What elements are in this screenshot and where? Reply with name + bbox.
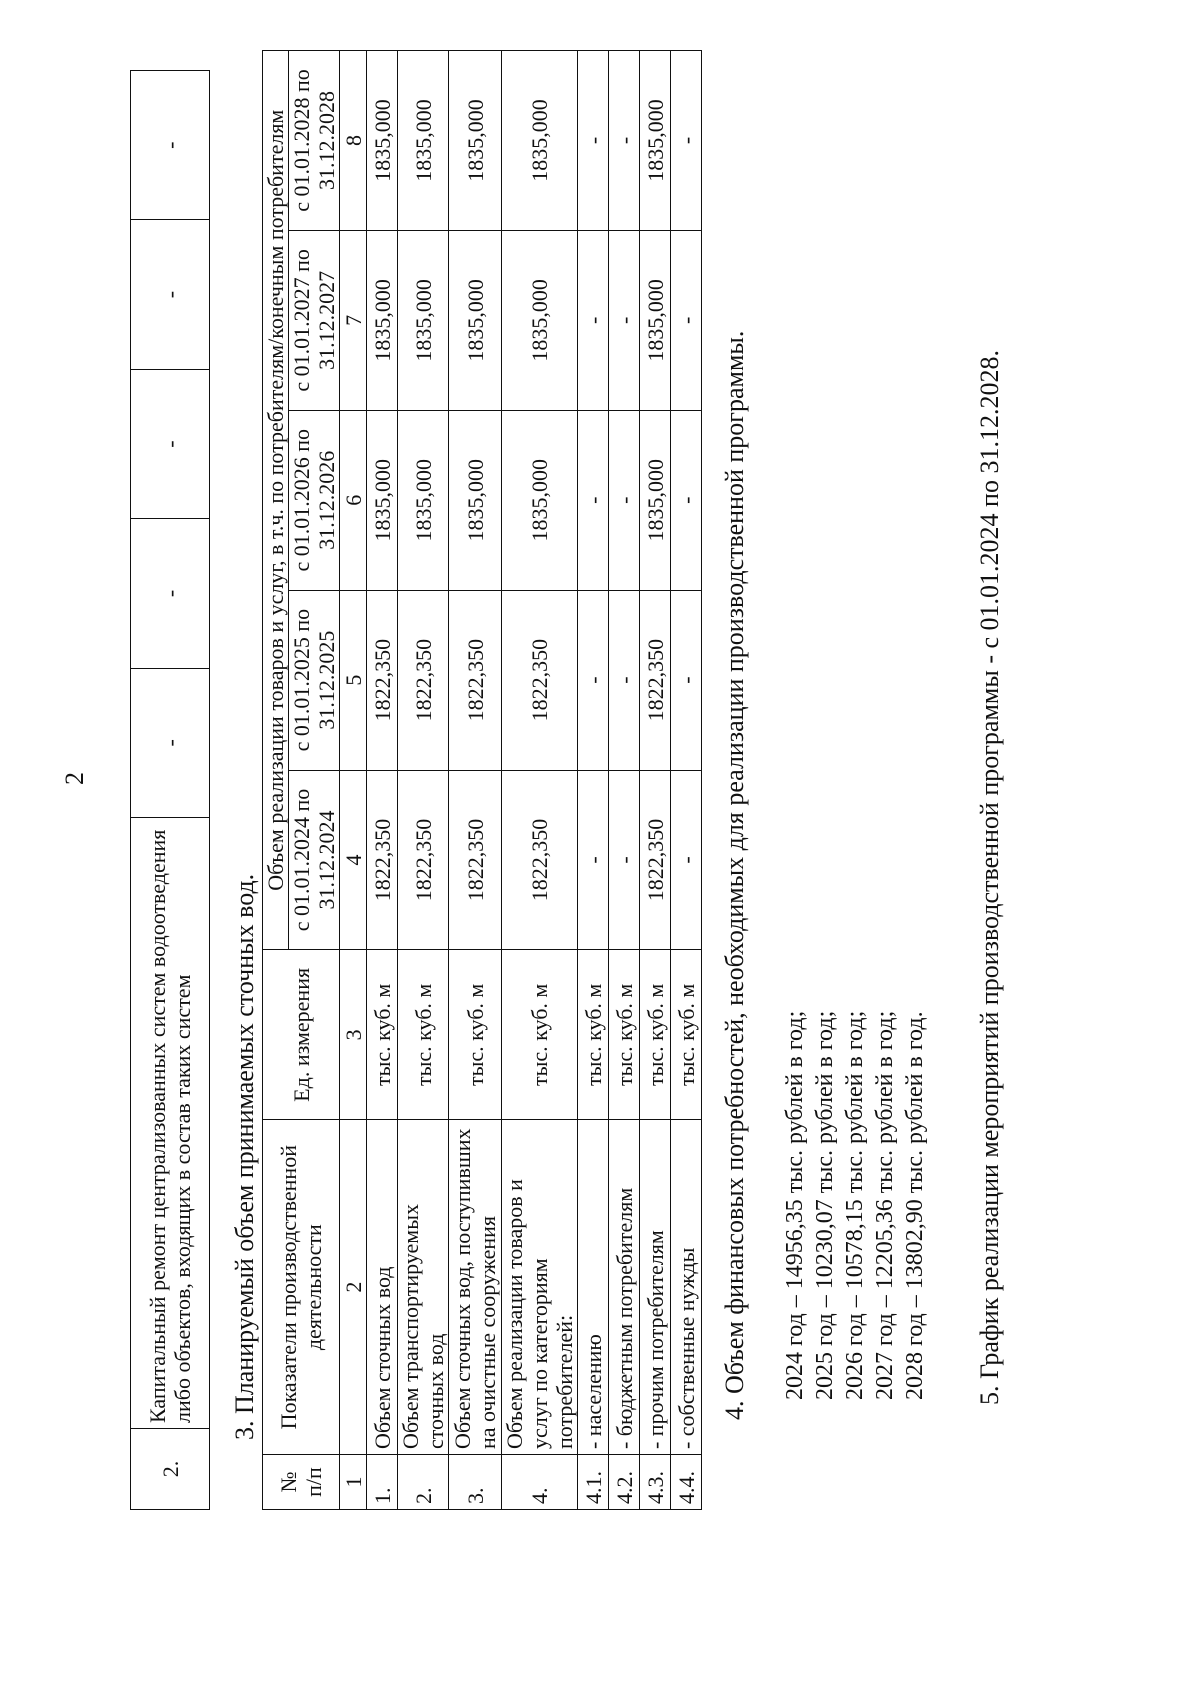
column-number: 3 [340, 950, 367, 1120]
cell-value: - [131, 519, 210, 668]
row-value: 1835,000 [502, 51, 578, 231]
column-number: 4 [340, 770, 367, 950]
row-name: Объем реализации товаров и услуг по категориям потребителей: [502, 1120, 578, 1455]
row-value: - [609, 770, 640, 950]
column-number: 7 [340, 230, 367, 410]
row-name: - населению [578, 1120, 609, 1455]
table-row [609, 51, 640, 1510]
section-4-title: 4. Объем финансовых потребностей, необходимых для реализации производственной программы. [720, 330, 749, 1420]
row-value: 1822,350 [367, 770, 398, 950]
row-value: - [609, 230, 640, 410]
row-name: Объем сточных вод [367, 1120, 398, 1455]
table-row [367, 51, 398, 1510]
row-value: 1835,000 [398, 410, 449, 590]
financial-needs-list [780, 1011, 930, 1400]
header-indicator: Показатели производственной деятельности [263, 1120, 340, 1455]
header-unit: Ед. измерения [263, 950, 340, 1120]
row-unit: тыс. куб. м [671, 950, 702, 1120]
row-unit: тыс. куб. м [502, 950, 578, 1120]
table-row [578, 51, 609, 1510]
cell-value: - [131, 71, 210, 220]
row-unit: тыс. куб. м [398, 950, 449, 1120]
row-value: 1822,350 [640, 770, 671, 950]
row-num: 4. [502, 1455, 578, 1510]
section-3-title: 3. Планируемый объем принимаемых сточных вод. [230, 873, 259, 1440]
cell-value: - [131, 668, 210, 817]
row-num: 2. [398, 1455, 449, 1510]
row-value: - [578, 590, 609, 770]
row-value: 1835,000 [398, 230, 449, 410]
cell-value: - [131, 369, 210, 518]
row-value: 1835,000 [367, 230, 398, 410]
row-value: 1835,000 [640, 410, 671, 590]
row-text: Капитальный ремонт централизованных систем водоотведения либо объектов, входящих в состав таких систем [131, 818, 210, 1429]
row-value: 1835,000 [640, 51, 671, 231]
row-num: 4.3. [640, 1455, 671, 1510]
row-value: - [671, 410, 702, 590]
table-row [449, 51, 502, 1510]
table-row [640, 51, 671, 1510]
row-value: - [671, 590, 702, 770]
previous-section-table [130, 70, 210, 1510]
row-value: - [578, 410, 609, 590]
header-period: с 01.01.2025 по 31.12.2025 [289, 590, 340, 770]
row-value: 1835,000 [449, 51, 502, 231]
page-number: 2 [60, 772, 89, 785]
header-period: с 01.01.2024 по 31.12.2024 [289, 770, 340, 950]
row-name: - бюджетным потребителям [609, 1120, 640, 1455]
row-value: 1822,350 [398, 590, 449, 770]
column-number: 1 [340, 1455, 367, 1510]
row-num: 4.2. [609, 1455, 640, 1510]
section-5-title: 5. График реализации мероприятий производственной программы - с 01.01.2024 по 31.12.2028. [975, 350, 1004, 1405]
row-unit: тыс. куб. м [609, 950, 640, 1120]
cell-value: - [131, 220, 210, 369]
list-item: 2025 год – 10230,07 тыс. рублей в год; [812, 1010, 838, 1400]
row-value: 1822,350 [502, 590, 578, 770]
row-value: - [609, 410, 640, 590]
table-row [131, 71, 210, 1510]
table-header-row [263, 51, 289, 1510]
list-item: 2027 год – 12205,36 тыс. рублей в год; [872, 1010, 898, 1400]
row-value: 1835,000 [367, 410, 398, 590]
row-value: - [609, 590, 640, 770]
list-item: 2026 год – 10578,15 тыс. рублей в год; [842, 1010, 868, 1400]
column-number: 8 [340, 51, 367, 231]
row-value: 1835,000 [502, 230, 578, 410]
row-num: 1. [367, 1455, 398, 1510]
column-number: 5 [340, 590, 367, 770]
row-num: 4.1. [578, 1455, 609, 1510]
row-value: - [609, 51, 640, 231]
row-value: 1835,000 [640, 230, 671, 410]
row-value: 1822,350 [367, 590, 398, 770]
header-period: с 01.01.2026 по 31.12.2026 [289, 410, 340, 590]
row-name: - собственные нужды [671, 1120, 702, 1455]
row-value: 1822,350 [449, 590, 502, 770]
list-item: 2028 год – 13802,90 тыс. рублей в год. [902, 1011, 928, 1400]
row-value: 1822,350 [398, 770, 449, 950]
column-number: 2 [340, 1120, 367, 1455]
row-unit: тыс. куб. м [367, 950, 398, 1120]
header-num: № п/п [263, 1455, 340, 1510]
list-item: 2024 год – 14956,35 тыс. рублей в год; [782, 1010, 808, 1400]
row-value: - [578, 770, 609, 950]
table-row [502, 51, 578, 1510]
column-number-row [340, 51, 367, 1510]
row-name: - прочим потребителям [640, 1120, 671, 1455]
row-unit: тыс. куб. м [449, 950, 502, 1120]
row-value: 1835,000 [398, 51, 449, 231]
row-value: 1835,000 [449, 410, 502, 590]
row-num: 3. [449, 1455, 502, 1510]
row-unit: тыс. куб. м [578, 950, 609, 1120]
row-number: 2. [131, 1429, 210, 1510]
row-value: - [671, 770, 702, 950]
row-unit: тыс. куб. м [640, 950, 671, 1120]
row-value: - [578, 51, 609, 231]
row-value: 1835,000 [449, 230, 502, 410]
table-row [398, 51, 449, 1510]
wastewater-volume-table [262, 50, 702, 1510]
column-number: 6 [340, 410, 367, 590]
row-value: 1822,350 [640, 590, 671, 770]
table-row [671, 51, 702, 1510]
row-name: Объем сточных вод, поступивших на очистные сооружения [449, 1120, 502, 1455]
row-value: 1835,000 [367, 51, 398, 231]
row-value: - [671, 51, 702, 231]
header-period: с 01.01.2028 по 31.12.2028 [289, 51, 340, 231]
row-name: Объем транспортируемых сточных вод [398, 1120, 449, 1455]
row-num: 4.4. [671, 1455, 702, 1510]
row-value: 1822,350 [502, 770, 578, 950]
row-value: 1822,350 [449, 770, 502, 950]
header-period: с 01.01.2027 по 31.12.2027 [289, 230, 340, 410]
header-group: Объем реализации товаров и услуг, в т.ч. по потребителям/конечным потребителям [263, 51, 289, 950]
row-value: 1835,000 [502, 410, 578, 590]
row-value: - [671, 230, 702, 410]
row-value: - [578, 230, 609, 410]
